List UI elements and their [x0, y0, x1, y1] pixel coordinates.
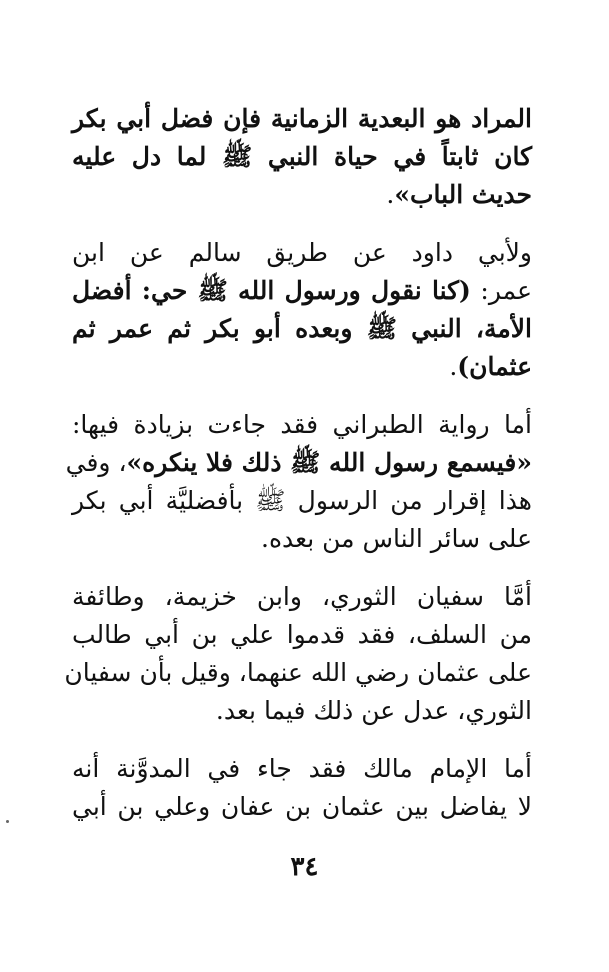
text-line — [65, 444, 532, 482]
text-line — [72, 234, 532, 272]
text-line — [72, 692, 532, 730]
text-line — [72, 348, 532, 386]
text-line — [72, 788, 532, 826]
text-run: على عثمان رضي الله عنهما، وقيل بأن سفيان — [64, 658, 532, 687]
bold-run: المراد هو البعدية الزمانية فإن فضل أبي بكر — [72, 104, 532, 133]
text-run: على سائر الناس من بعده. — [261, 524, 532, 553]
text-line — [64, 654, 532, 692]
text-line — [72, 100, 532, 138]
paragraph — [65, 406, 532, 558]
text-run: ، وفي — [65, 448, 127, 477]
text-line — [72, 520, 532, 558]
text-line — [72, 310, 532, 348]
text-line — [72, 482, 532, 520]
text-run: هذا إقرار من الرسول ﷺ بأفضليَّة أبي بكر — [72, 486, 532, 515]
bold-run: كان ثابتاً في حياة النبي ﷺ لما دل عليه — [72, 142, 532, 171]
text-run: . — [449, 352, 458, 381]
text-line — [72, 406, 532, 444]
text-run: . — [386, 180, 395, 209]
text-run: ولأبي داود عن طريق سالم عن ابن — [72, 238, 532, 267]
text-run: أما الإمام مالك فقد جاء في المدوَّنة أنه — [72, 754, 532, 783]
text-run: من السلف، فقد قدموا علي بن أبي طالب — [72, 620, 532, 649]
paragraph — [72, 100, 532, 214]
text-line — [72, 616, 532, 654]
paragraph — [72, 750, 532, 826]
bold-run: عثمان) — [457, 352, 532, 381]
text-run: لا يفاضل بين عثمان بن عفان وعلي بن أبي — [72, 792, 532, 821]
text-run: الثوري، عدل عن ذلك فيما بعد. — [215, 696, 532, 725]
text-line — [72, 176, 532, 214]
bold-run: (كنا نقول ورسول الله ﷺ حي: أفضل — [72, 276, 471, 305]
text-line — [72, 578, 532, 616]
paragraph — [64, 578, 532, 730]
text-line — [72, 138, 532, 176]
bold-run: «فيسمع رسول الله ﷺ ذلك فلا ينكره» — [126, 448, 532, 477]
scan-speck — [6, 820, 9, 823]
bold-run: الأمة، النبي ﷺ وبعده أبو بكر ثم عمر ثم — [72, 314, 532, 343]
page-number: ٣٤ — [290, 852, 319, 882]
text-run: أمَّا سفيان الثوري، وابن خزيمة، وطائفة — [72, 582, 532, 611]
bold-run: حديث الباب» — [394, 180, 532, 209]
page-body — [64, 100, 532, 846]
text-line — [72, 750, 532, 788]
text-line — [72, 272, 532, 310]
paragraph — [72, 234, 532, 386]
text-run: أما رواية الطبراني فقد جاءت بزيادة فيها: — [72, 410, 532, 439]
text-run: عمر: — [470, 276, 532, 305]
